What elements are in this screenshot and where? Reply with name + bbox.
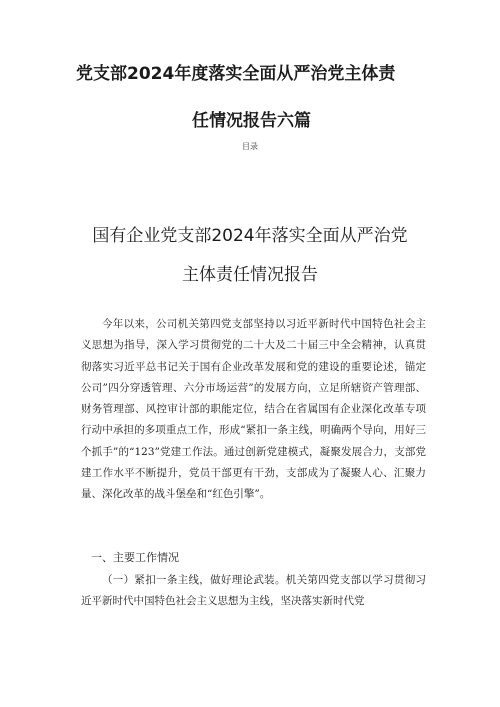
section-paragraph: （一）紧扣一条主线，做好理论武装。机关第四党支部以学习贯彻习近平新时代中国特色社会主义思想为主线，坚决落实新时代党 — [81, 574, 426, 608]
report-title-line-2: 主体责任情况报告 — [182, 265, 318, 285]
document-title-line-2: 任情况报告六篇 — [192, 111, 311, 131]
section-heading: 一、主要工作情况 — [91, 551, 179, 564]
document-title-line-1: 党支部2024年度落实全面从严治党主体责 — [76, 64, 396, 84]
toc-label: 目录 — [242, 142, 258, 151]
report-title-line-1: 国有企业党支部2024年落实全面从严治党 — [92, 226, 408, 246]
intro-paragraph: 今年以来，公司机关第四党支部坚持以习近平新时代中国特色社会主义思想为指导，深入学习贯彻党的二十大及二十届三中全会精神，认真贯彻落实习近平总书记关于国有企业改革发展和党的建设的重要论述，锚定公司”四分穿透管理、六分市场运营”的发展方向，立足所辖资产管理部、财务管理部、风控审计部的职能定位，结合在省属国有企业深化改革专项行动中承担的多项重点工作，形成“紧扣一条主线，明确两个导向，用好三个抓手”的“123”党建工作法。通过创新党建模式，凝聚发展合力，支部党建工作水平不断提升，党员干部更有干劲，支部成为了凝聚人心、汇聚力量、深化改革的战斗堡垒和“红色引擎”。 — [81, 318, 426, 501]
